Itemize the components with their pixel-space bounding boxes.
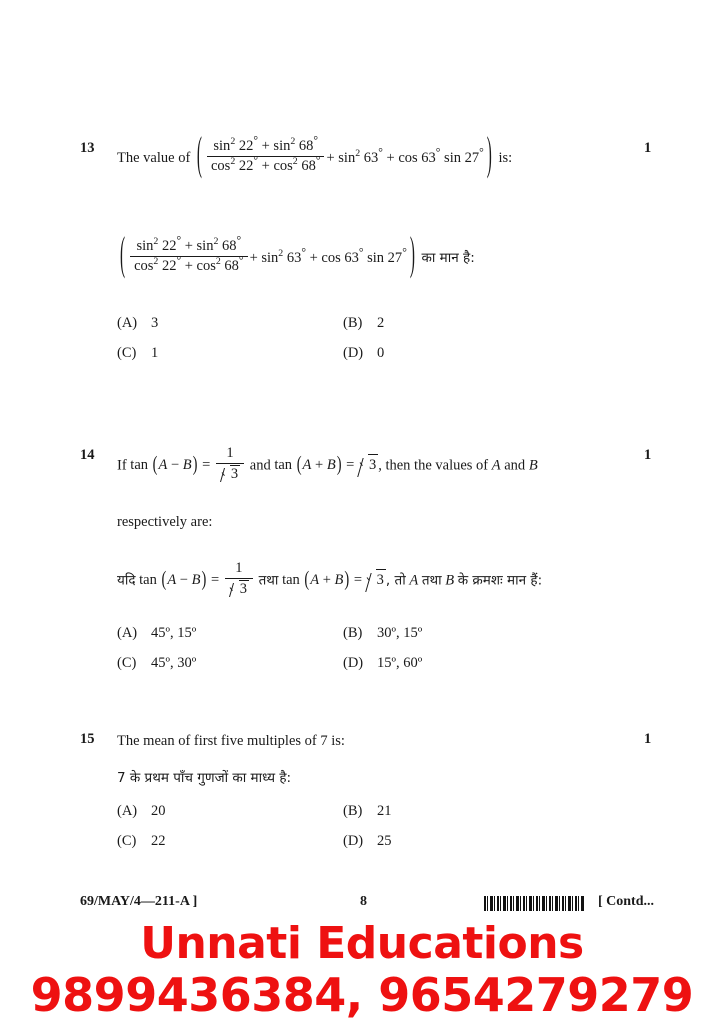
option-c[interactable] [117, 833, 166, 850]
option-b-text: 21 [377, 803, 392, 819]
q14-equation-1-hindi: tan (A − B) = $\frac{1}{3}$ [139, 572, 255, 588]
question-13-english-text [117, 128, 654, 181]
question-15-options [117, 803, 664, 865]
option-a[interactable] [117, 803, 166, 820]
left-paren: ( [196, 128, 202, 181]
option-b[interactable] [343, 625, 422, 642]
option-a-tag: (A) [117, 625, 138, 641]
option-row [117, 625, 664, 655]
fraction-numerator: 1 [235, 559, 243, 576]
question-13-en-prefix: The value of [117, 149, 191, 166]
option-c[interactable] [117, 345, 158, 362]
q14-hi-then: , तो [385, 572, 406, 589]
question-14-options [117, 625, 664, 687]
q14-then: , then the values of [378, 457, 489, 474]
option-c-tag: (C) [117, 833, 137, 849]
question-13-marks: 1 [644, 140, 652, 156]
fraction-numerator-hindi: $\sin^2 22^\circ + \sin^2 68^\circ$ [136, 234, 242, 254]
barcode-icon [484, 896, 584, 911]
option-row [117, 655, 664, 687]
expression-tail: + $\sin^2 63^\circ + \cos 63^\circ$ sin 27° [326, 146, 484, 166]
option-c-text: 1 [151, 345, 159, 361]
one-over-root-three [216, 445, 244, 483]
watermark-phone: 9899436384, 9654279279 [30, 968, 694, 1022]
trig-fraction [207, 134, 324, 175]
option-a-text: 3 [151, 315, 159, 331]
question-15-english-text: The mean of first five multiples of 7 is: [117, 733, 345, 749]
q14-hi-and: तथा [258, 572, 279, 589]
question-15-number: 15 [80, 731, 95, 747]
question-13-options [117, 315, 664, 377]
option-c-tag: (C) [117, 655, 137, 671]
fraction-denominator: 3 [225, 578, 253, 598]
paper-code: 69/MAY/4—211-A ] [80, 894, 198, 909]
q14-equation-1: tan (A − B) = $\frac{1}{3}$ [130, 457, 246, 473]
left-paren-hindi: ( [120, 228, 126, 281]
option-d-tag: (D) [343, 655, 364, 671]
question-14-number: 14 [80, 447, 95, 463]
option-d[interactable] [343, 833, 392, 850]
option-c[interactable] [117, 655, 196, 672]
q14-equation-2: tan (A + B) = 3 [274, 453, 377, 477]
q14-and: and [249, 457, 271, 474]
fraction-denominator-hindi: $\cos^2 22^\circ + \cos^2 68^\circ$ [130, 256, 247, 275]
q14-hi-tatha: तथा [421, 572, 442, 589]
one-over-root-three-hindi [225, 560, 253, 598]
contd-label: [ Contd... [598, 894, 655, 909]
option-c-text: 22 [151, 833, 166, 849]
option-c-text: 45º, 30º [151, 655, 197, 671]
option-b[interactable] [343, 803, 392, 820]
option-d-text: 25 [377, 833, 392, 849]
right-paren-hindi: ) [409, 228, 415, 281]
fraction-denominator: $\cos^2 22^\circ + \cos^2 68^\circ$ [207, 156, 324, 175]
option-a-text: 20 [151, 803, 166, 819]
question-13-en-suffix: is: [498, 149, 513, 166]
q14-equation-2-hindi: tan (A + B) = 3 [282, 568, 384, 592]
q14-hi-var-a: A [409, 572, 419, 589]
q14-hi-var-b: B [445, 572, 455, 589]
option-row [117, 803, 664, 833]
option-a-tag: (A) [117, 315, 138, 331]
option-a[interactable] [117, 315, 158, 332]
question-13-hindi-text [117, 228, 654, 281]
option-a-text: 45º, 15º [151, 625, 197, 641]
page-number: 8 [360, 894, 367, 909]
option-d-text: 0 [377, 345, 385, 361]
option-b-text: 30º, 15º [377, 625, 423, 641]
question-13-number: 13 [80, 140, 95, 156]
question-15-hindi-text: 7 के प्रथम पाँच गुणजों का माध्य है: [117, 770, 292, 786]
option-a-tag: (A) [117, 803, 138, 819]
fraction-numerator: $\sin^2 22^\circ + \sin^2 68^\circ$ [213, 134, 319, 154]
right-paren: ) [486, 128, 492, 181]
question-14-english-text [117, 444, 654, 485]
option-b-tag: (B) [343, 625, 363, 641]
question-14-marks: 1 [644, 447, 652, 463]
option-b-text: 2 [377, 315, 385, 331]
watermark-name: Unnati Educations [140, 918, 584, 969]
option-d-tag: (D) [343, 833, 364, 849]
option-row [117, 315, 664, 345]
option-row [117, 345, 664, 377]
q14-hi-tail: के क्रमशः मान हैं: [457, 572, 543, 589]
trig-fraction-hindi [130, 234, 247, 275]
q14-hi-if: यदि [117, 572, 136, 589]
option-c-tag: (C) [117, 345, 137, 361]
fraction-numerator: 1 [226, 444, 234, 461]
option-d[interactable] [343, 655, 422, 672]
question-15-marks: 1 [644, 731, 652, 747]
question-14-respectively: respectively are: [117, 514, 213, 530]
q14-if: If [117, 457, 127, 474]
option-d[interactable] [343, 345, 384, 362]
q14-var-a: A [491, 457, 501, 474]
question-13-expression-hindi [117, 228, 422, 281]
q14-var-b: B [528, 457, 538, 474]
question-13-hi-suffix: का मान है: [421, 249, 475, 266]
option-d-tag: (D) [343, 345, 364, 361]
q14-and-plain: and [504, 457, 526, 474]
page-footer [0, 894, 724, 916]
option-b[interactable] [343, 315, 384, 332]
option-b-tag: (B) [343, 803, 363, 819]
expression-tail-hindi: + $\sin^2 63^\circ + \cos 63^\circ$ sin 27° [249, 246, 407, 266]
option-d-text: 15º, 60º [377, 655, 423, 671]
option-a[interactable] [117, 625, 196, 642]
fraction-denominator: 3 [216, 463, 244, 483]
question-13-expression [194, 128, 499, 181]
question-14-hindi-text [117, 559, 654, 600]
option-b-tag: (B) [343, 315, 363, 331]
option-row [117, 833, 664, 865]
